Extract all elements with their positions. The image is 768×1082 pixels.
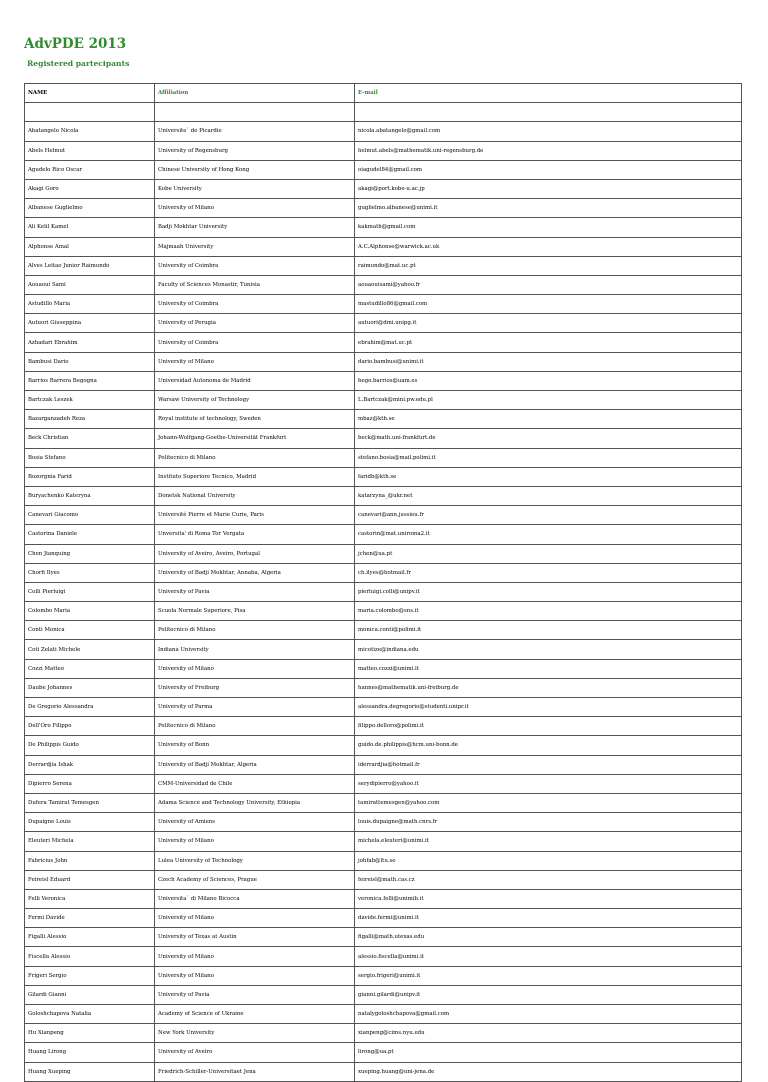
participant-affiliation: University of Milano (155, 832, 355, 851)
table-body (25, 122, 742, 1081)
table-row (25, 429, 742, 448)
participant-email: katarzyna_@ukr.net (355, 486, 742, 505)
participant-affiliation: University of Regensburg (155, 141, 355, 160)
header-name: NAME (25, 84, 155, 103)
table-row (25, 314, 742, 333)
participant-email: ebrahim@mat.uc.pt (355, 333, 742, 352)
participant-affiliation: University of Badji Mokhtar, Annaba, Algeria (155, 563, 355, 582)
participant-name: De Gregorio Alessandra (25, 698, 155, 717)
participant-email: A.C.Alphonse@warwick.ac.uk (355, 237, 742, 256)
participant-affiliation: Unversita' di Roma Tor Vergata (155, 525, 355, 544)
participant-affiliation: Universidad Autonoma de Madrid (155, 371, 355, 390)
table-row (25, 410, 742, 429)
participant-affiliation: Faculty of Sciences Monastir, Tunisia (155, 275, 355, 294)
participant-name: Bozorgnia Farid (25, 467, 155, 486)
participant-affiliation: Czech Academy of Sciences, Prague (155, 870, 355, 889)
participant-affiliation: Scuola Normale Superiore, Pisa (155, 602, 355, 621)
participant-name: Bazarganzadeh Reza (25, 410, 155, 429)
participant-affiliation: University of Pavia (155, 582, 355, 601)
participant-affiliation: University of Milano (155, 947, 355, 966)
participant-email: alessio.fiscella@unimi.it (355, 947, 742, 966)
table-row (25, 371, 742, 390)
participant-affiliation: Royal institute of technology, Sweden (155, 410, 355, 429)
table-row (25, 678, 742, 697)
table-row (25, 659, 742, 678)
participant-affiliation: Johann-Wolfgang-Goethe-Universität Frankfurt (155, 429, 355, 448)
participant-name: Chorfi Ilyes (25, 563, 155, 582)
participant-affiliation: University of Coimbra (155, 333, 355, 352)
participant-name: Eleuteri Michela (25, 832, 155, 851)
table-row (25, 717, 742, 736)
table-row (25, 141, 742, 160)
participant-affiliation: University of Milano (155, 659, 355, 678)
participant-name: Abatangelo Nicola (25, 122, 155, 141)
participant-affiliation: Indiana University (155, 640, 355, 659)
table-row (25, 966, 742, 985)
header-email: E-mail (355, 84, 742, 103)
participant-affiliation: Politecnico di Milano (155, 717, 355, 736)
participant-name: Dell'Oro Filippo (25, 717, 155, 736)
participant-affiliation: Academy of Science of Ukraine (155, 1005, 355, 1024)
participant-name: Derrardjia Ishak (25, 755, 155, 774)
participant-email: beck@math.uni-frankfurt.de (355, 429, 742, 448)
participant-affiliation: University of Badji Mokhtar, Algeria (155, 755, 355, 774)
table-row (25, 122, 742, 141)
participant-email: aouaouisami@yahoo.fr (355, 275, 742, 294)
table-row (25, 1062, 742, 1081)
table-row (25, 391, 742, 410)
participant-email: matteo.cozzi@unimi.it (355, 659, 742, 678)
table-row (25, 160, 742, 179)
document-subtitle: Registered partecipants (27, 59, 130, 68)
participant-name: Dupaigne Louis (25, 813, 155, 832)
participant-email: stefano.bosia@mail.polimi.it (355, 448, 742, 467)
participant-name: Canevari Giacomo (25, 506, 155, 525)
participant-affiliation: Adama Science and Technology University, Ethiopia (155, 793, 355, 812)
table-row (25, 199, 742, 218)
participant-email: mbaz@kth.se (355, 410, 742, 429)
participant-email: canevari@ann.jussieu.fr (355, 506, 742, 525)
participant-email: pierluigi.colli@unipv.it (355, 582, 742, 601)
participant-name: Hu Xianpeng (25, 1024, 155, 1043)
participant-affiliation: University of Milano (155, 352, 355, 371)
participant-email: veronica.felli@unimib.it (355, 889, 742, 908)
participant-name: Felli Veronica (25, 889, 155, 908)
participant-affiliation: University of Milano (155, 199, 355, 218)
table-row (25, 851, 742, 870)
table-row (25, 621, 742, 640)
participant-affiliation: Donetsk National University (155, 486, 355, 505)
table-row (25, 467, 742, 486)
participant-affiliation: New York University (155, 1024, 355, 1043)
table-row (25, 563, 742, 582)
participant-name: Bosia Stefano (25, 448, 155, 467)
participant-name: Daube Johannes (25, 678, 155, 697)
participant-name: Albanese Guglielmo (25, 199, 155, 218)
table-row (25, 352, 742, 371)
participant-email: johfab@ltu.se (355, 851, 742, 870)
participant-email: alessandra.degregorio@studenti.unipr.it (355, 698, 742, 717)
participant-name: Coti Zelati Michele (25, 640, 155, 659)
participant-affiliation: University of Bonn (155, 736, 355, 755)
participant-name: Alves Leitao Junior Raimundo (25, 256, 155, 275)
table-row (25, 295, 742, 314)
participant-email: feireisl@math.cas.cz (355, 870, 742, 889)
participant-email: kakmath@gmail.com (355, 218, 742, 237)
participant-email: raimundo@mat.uc.pt (355, 256, 742, 275)
table-row (25, 928, 742, 947)
blank-cell (155, 103, 355, 122)
blank-cell (355, 103, 742, 122)
table-row (25, 698, 742, 717)
participant-affiliation: University of Milano (155, 909, 355, 928)
participant-name: Frigeri Sergio (25, 966, 155, 985)
participant-email: castorin@mat.uniroma2.it (355, 525, 742, 544)
participant-affiliation: Université Pierre et Marie Curie, Paris (155, 506, 355, 525)
participant-email: davide.fermi@unimi.it (355, 909, 742, 928)
participant-name: Beck Christian (25, 429, 155, 448)
participant-email: monica.conti@polimi.it (355, 621, 742, 640)
table-row (25, 333, 742, 352)
participant-email: maria.colombo@sns.it (355, 602, 742, 621)
participant-name: Huang Lirong (25, 1043, 155, 1062)
participant-email: bego.barrios@uam.es (355, 371, 742, 390)
participant-name: Fabricius John (25, 851, 155, 870)
participant-affiliation: University of Coimbra (155, 295, 355, 314)
participant-affiliation: Politecnico di Milano (155, 448, 355, 467)
participant-email: ch.ilyes@hotmail.fr (355, 563, 742, 582)
participant-email: autuori@dmi.unipg.it (355, 314, 742, 333)
participant-name: Aouaoui Sami (25, 275, 155, 294)
participant-affiliation: University of Perugia (155, 314, 355, 333)
participant-affiliation: Majmaah University (155, 237, 355, 256)
participant-name: Agudelo Rico Oscar (25, 160, 155, 179)
header-row (25, 84, 742, 103)
participant-name: Bartczak Leszek (25, 391, 155, 410)
participant-affiliation: Universita` di Milano Bicocca (155, 889, 355, 908)
participant-email: natalygoloshchapova@gmail.com (355, 1005, 742, 1024)
participant-email: dario.bambusi@unimi.it (355, 352, 742, 371)
participant-name: Fermi Davide (25, 909, 155, 928)
participant-name: Feireisl Eduard (25, 870, 155, 889)
participant-email: akagi@port.kobe-u.ac.jp (355, 179, 742, 198)
participant-email: helmut.abels@mathematik.uni-regensburg.de (355, 141, 742, 160)
table-row (25, 985, 742, 1004)
table-row (25, 1043, 742, 1062)
participant-email: faridb@kth.se (355, 467, 742, 486)
participant-email: iderrardjia@hotmail.fr (355, 755, 742, 774)
participant-affiliation: University of Parma (155, 698, 355, 717)
table-row (25, 870, 742, 889)
table-row (25, 602, 742, 621)
participant-affiliation: Lulea University of Technology (155, 851, 355, 870)
participant-affiliation: University of Amiens (155, 813, 355, 832)
participant-affiliation: University of Coimbra (155, 256, 355, 275)
participant-name: Dufera Tamirat Temesgen (25, 793, 155, 812)
participant-email: L.Bartczak@mini.pw.edu.pl (355, 391, 742, 410)
table-row (25, 774, 742, 793)
table-row (25, 525, 742, 544)
participant-affiliation: Universite` de Picardie (155, 122, 355, 141)
participant-affiliation: University of Aveiro (155, 1043, 355, 1062)
participant-email: filippo.delloro@polimi.it (355, 717, 742, 736)
participant-email: micotize@indiana.edu (355, 640, 742, 659)
participant-email: guido.de.philippis@hcm.uni-bonn.de (355, 736, 742, 755)
participant-affiliation: Politecnico di Milano (155, 621, 355, 640)
participant-affiliation: University of Texas at Austin (155, 928, 355, 947)
table-row (25, 1005, 742, 1024)
table-row (25, 275, 742, 294)
table-row (25, 218, 742, 237)
participant-name: Azhadari Ebrahim (25, 333, 155, 352)
participant-name: Conti Monica (25, 621, 155, 640)
participant-name: Akagi Goro (25, 179, 155, 198)
participant-affiliation: University of Freiburg (155, 678, 355, 697)
table-row (25, 813, 742, 832)
table-row (25, 755, 742, 774)
table-row (25, 640, 742, 659)
participant-affiliation: Chinese University of Hong Kong (155, 160, 355, 179)
table-row (25, 506, 742, 525)
header-affiliation: Affiliation (155, 84, 355, 103)
table-row (25, 544, 742, 563)
table-row (25, 736, 742, 755)
participant-affiliation: CMM-Universidad de Chile (155, 774, 355, 793)
document-title: AdvPDE 2013 (24, 36, 127, 52)
participant-name: Barrios Barrera Begogna (25, 371, 155, 390)
table-row (25, 889, 742, 908)
participant-name: Alphonse Amal (25, 237, 155, 256)
table-row (25, 1024, 742, 1043)
participant-name: Figalli Alessio (25, 928, 155, 947)
participant-name: Astudillo Maria (25, 295, 155, 314)
participant-name: Buryachenko Kateryna (25, 486, 155, 505)
participant-email: hannes@mathematik.uni-freiburg.de (355, 678, 742, 697)
table-row (25, 179, 742, 198)
participant-name: Bambusi Dario (25, 352, 155, 371)
participant-affiliation: Warsaw University of Technology (155, 391, 355, 410)
participant-email: jchen@ua.pt (355, 544, 742, 563)
table-row (25, 448, 742, 467)
participant-email: sergio.frigeri@unimi.it (355, 966, 742, 985)
table-row (25, 237, 742, 256)
participant-name: Dipierro Serena (25, 774, 155, 793)
participant-email: michela.eleuteri@unimi.it (355, 832, 742, 851)
participant-email: louis.dupaigne@math.cnrs.fr (355, 813, 742, 832)
participant-email: figalli@math.utexas.edu (355, 928, 742, 947)
participant-email: mastudillo86@gmail.com (355, 295, 742, 314)
table-row (25, 947, 742, 966)
participant-name: Cozzi Matteo (25, 659, 155, 678)
participant-email: xianpeng@cims.nyu.edu (355, 1024, 742, 1043)
table-row (25, 909, 742, 928)
participant-email: serydipierro@yahoo.it (355, 774, 742, 793)
blank-cell (25, 103, 155, 122)
participant-email: oiagudel84@gmail.com (355, 160, 742, 179)
table-row (25, 486, 742, 505)
table-row (25, 256, 742, 275)
table-row (25, 793, 742, 812)
participant-affiliation: University of Pavia (155, 985, 355, 1004)
participants-table (24, 83, 742, 1082)
participant-email: nicola.abatangelo@gmail.com (355, 122, 742, 141)
participant-email: guglielmo.albanese@unimi.it (355, 199, 742, 218)
participant-name: Colombo Maria (25, 602, 155, 621)
participant-affiliation: Instituto Superiore Tecnico, Madrid (155, 467, 355, 486)
participant-email: gianni.gilardi@unipv.it (355, 985, 742, 1004)
participant-name: Goloshchapova Natalia (25, 1005, 155, 1024)
participant-name: Castorina Daniele (25, 525, 155, 544)
participant-name: Chen Jianquing (25, 544, 155, 563)
participant-email: xueping.huang@uni-jena.de (355, 1062, 742, 1081)
participant-name: Gilardi Gianni (25, 985, 155, 1004)
table-row (25, 832, 742, 851)
participant-name: Ali Kelil Kamel (25, 218, 155, 237)
blank-row (25, 103, 742, 122)
participant-affiliation: Kobe University (155, 179, 355, 198)
participant-affiliation: Badji Mokhtar University (155, 218, 355, 237)
participant-name: Abels Helmut (25, 141, 155, 160)
participant-name: De Philippis Guido (25, 736, 155, 755)
participant-affiliation: University of Aveiro, Aveiro, Portugal (155, 544, 355, 563)
participant-name: Huang Xueping (25, 1062, 155, 1081)
participant-email: tamirattemesgen@yahoo.com (355, 793, 742, 812)
participant-affiliation: University of Milano (155, 966, 355, 985)
participant-email: lirong@ua.pt (355, 1043, 742, 1062)
participant-name: Fiscella Alessio (25, 947, 155, 966)
participant-name: Autuori Giuseppina (25, 314, 155, 333)
participant-name: Colli Pierluigi (25, 582, 155, 601)
participant-affiliation: Friedrich-Schiller-Universitaet Jena (155, 1062, 355, 1081)
table-row (25, 582, 742, 601)
